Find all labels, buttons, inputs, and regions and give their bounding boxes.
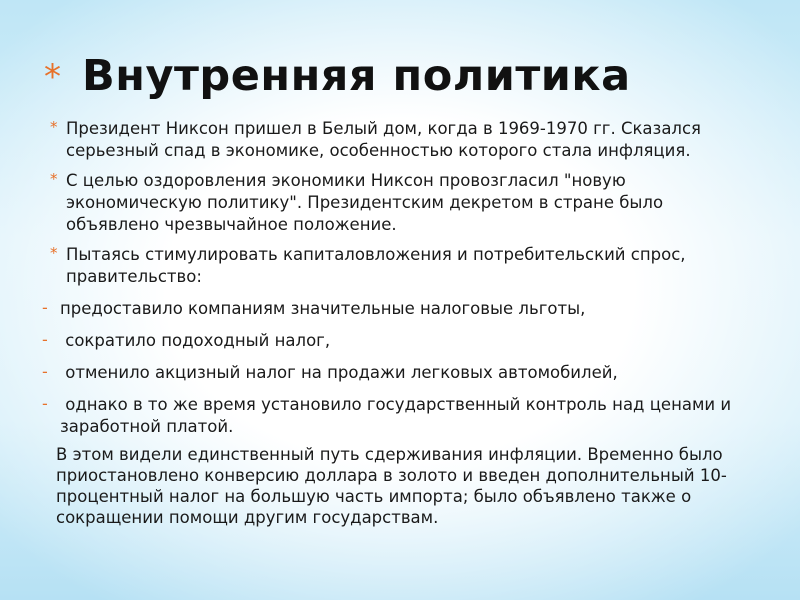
bullet-item — [48, 244, 748, 288]
bullet-item — [48, 170, 748, 236]
title-row — [44, 48, 631, 104]
dash-bullet-icon: - — [42, 362, 48, 381]
bullet-text: Пытаясь стимулировать капиталовложения и потребительский спрос, правительство: — [66, 245, 686, 286]
bullet-text: С целью оздоровления экономики Никсон провозгласил "новую экономическую политику". Президентским декретом в стране было объявлено чрезвычайное положение. — [66, 171, 664, 234]
asterisk-bullet-icon: * — [50, 244, 58, 262]
dash-text: сократило подоходный налог, — [60, 331, 331, 350]
asterisk-bullet-icon: * — [50, 170, 58, 188]
dash-bullet-icon: - — [42, 394, 48, 413]
dash-bullet-icon: - — [42, 330, 48, 349]
dash-text: однако в то же время установило государственный контроль над ценами и заработной платой. — [60, 395, 737, 436]
closing-paragraph: В этом видели единственный путь сдерживания инфляции. Временно было приостановлено конверсию доллара в золото и введен дополнительный 10-процентный налог на большую часть импорта; было объявлено также о сокращении помощи другим государствам. — [56, 445, 727, 527]
slide-title: Внутренняя политика — [82, 51, 631, 101]
bullet-text: Президент Никсон пришел в Белый дом, когда в 1969-1970 гг. Сказался серьезный спад в экономике, особенностью которого стала инфляция. — [66, 119, 701, 160]
slide-content — [42, 118, 748, 528]
dash-item — [42, 298, 748, 320]
bullet-item — [48, 118, 748, 162]
dash-item — [42, 394, 748, 438]
dash-item — [42, 330, 748, 352]
title-asterisk-icon: * — [44, 57, 61, 97]
dash-text: предоставило компаниям значительные налоговые льготы, — [60, 299, 586, 318]
dash-text: отменило акцизный налог на продажи легковых автомобилей, — [60, 363, 618, 382]
asterisk-bullet-icon: * — [50, 118, 58, 136]
dash-bullet-icon: - — [42, 298, 48, 317]
dash-item — [42, 362, 748, 384]
